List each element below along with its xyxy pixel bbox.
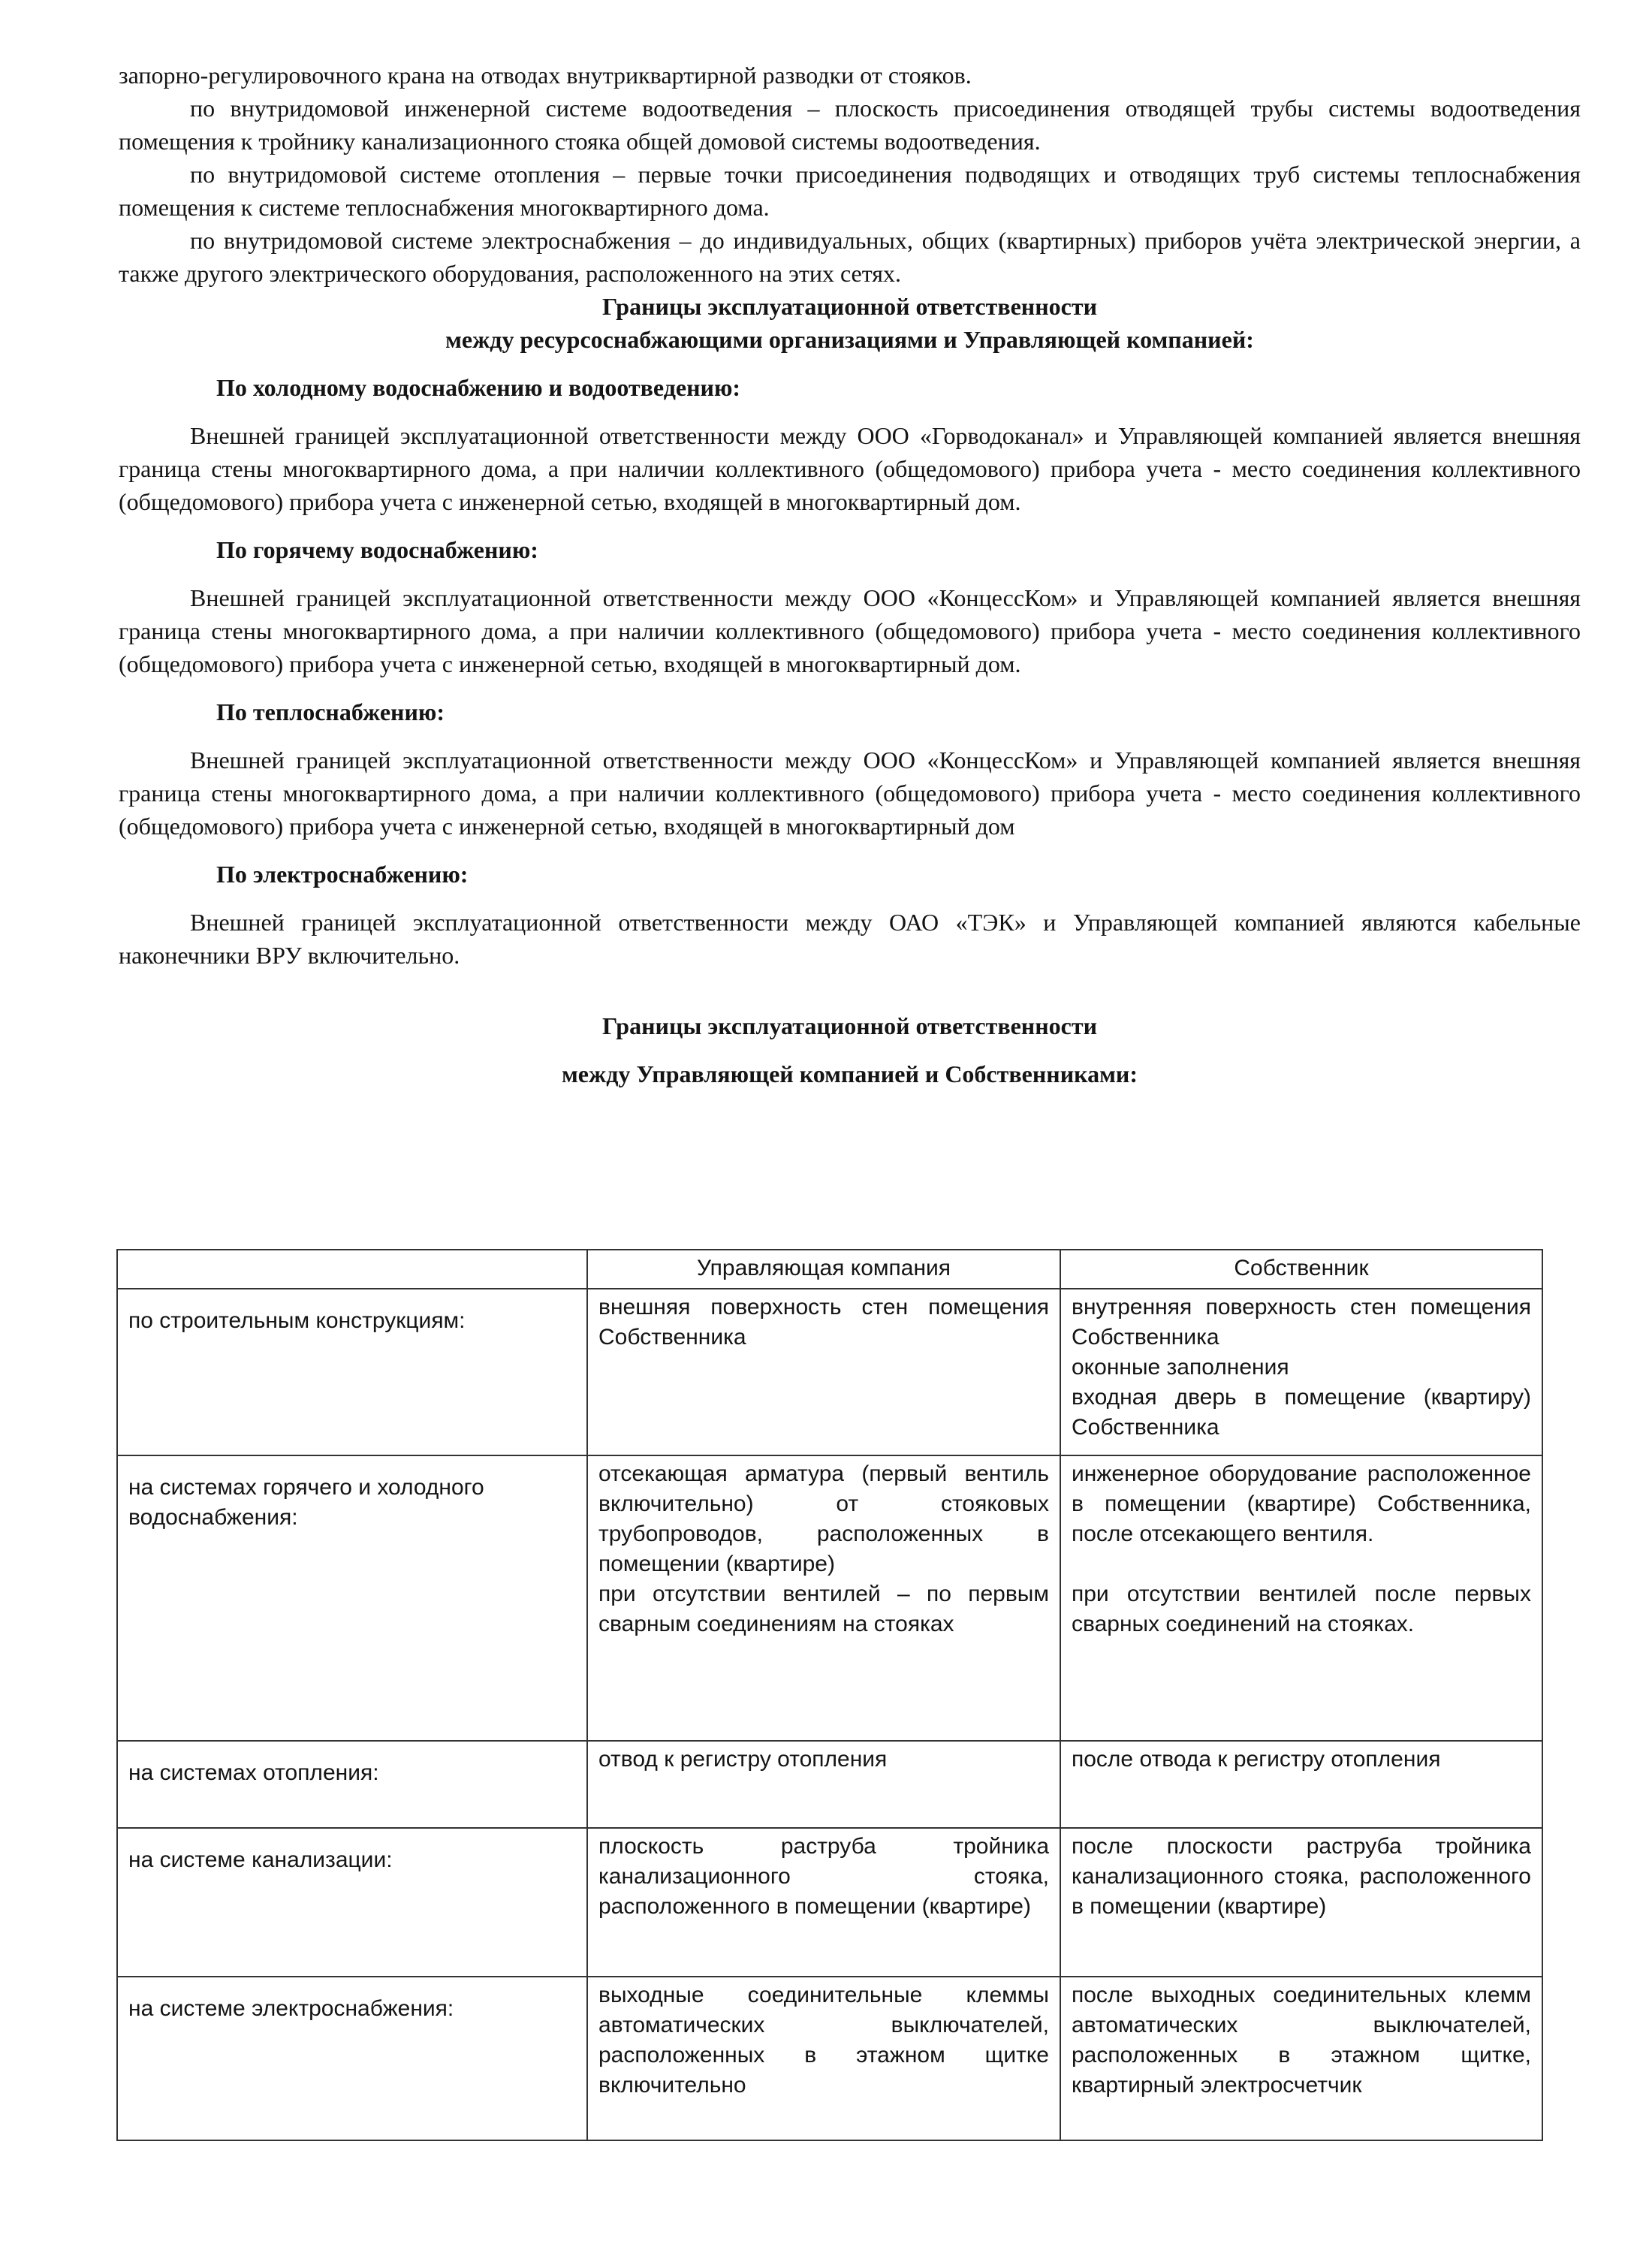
table-row: [117, 1455, 1542, 1741]
section1-title-line1: Границы эксплуатационной ответственности: [601, 293, 1098, 320]
power-heading: По электроснабжению:: [216, 861, 469, 888]
intro-paragraph-power: по внутридомовой системе электроснабжения – до индивидуальных, общих (квартирных) приборов учёта электрической энергии, а также другого электрического оборудования, расположенного на этих сетях.: [119, 227, 1581, 287]
table-row: [117, 1289, 1542, 1455]
table-header-company: Управляющая компания: [587, 1250, 1060, 1289]
hot-water-text: Внешней границей эксплуатационной ответственности между ООО «КонцессКом» и Управляющей компанией является внешняя граница стены многоквартирного дома, а при наличии коллективного (общедомового) прибора учета - место соединения коллективного (общедомового) прибора учета с инженерной сетью, входящей в многоквартирный дом.: [119, 584, 1581, 677]
section2-title-line1: Границы эксплуатационной ответственности: [601, 1012, 1098, 1039]
owner-construction-door: входная дверь в помещение (квартиру) Собственника: [1072, 1385, 1531, 1440]
section2-title-line2: между Управляющей компанией и Собственниками:: [562, 1060, 1138, 1087]
table-header-empty: [117, 1250, 587, 1289]
owner-water-equipment: инженерное оборудование расположенное в помещении (квартире) Собственника, после отсекающего вентиля.: [1072, 1461, 1531, 1546]
owner-construction-walls: внутренняя поверхность стен помещения Собственника: [1072, 1295, 1531, 1350]
company-heating: отвод к регистру отопления: [598, 1747, 888, 1772]
intro-paragraph-0: запорно-регулировочного крана на отводах внутриквартирной разводки от стояков.: [119, 62, 972, 89]
company-water-weld: при отсутствии вентилей – по первым сварным соединениям на стояках: [598, 1582, 1049, 1636]
owner-sewerage: после плоскости раструба тройника канализационного стояка, расположенного в помещении (квартире): [1072, 1834, 1531, 1919]
company-construction: внешняя поверхность стен помещения Собственника: [598, 1295, 1049, 1350]
section1-title-line2: между ресурсоснабжающими организациями и Управляющей компанией:: [445, 326, 1254, 353]
row-label-sewerage: на системе канализации:: [128, 1847, 393, 1872]
row-label-water: на системах горячего и холодного водоснабжения:: [128, 1475, 484, 1530]
owner-construction-windows: оконные заполнения: [1072, 1355, 1289, 1380]
responsibility-table: [116, 1249, 1543, 2141]
intro-paragraph-sewerage: по внутридомовой инженерной системе водоотведения – плоскость присоединения отводящей трубы системы водоотведения помещения к тройнику канализационного стояка общей домовой системы водоотведения.: [119, 95, 1581, 155]
row-label-construction: по строительным конструкциям:: [128, 1308, 466, 1333]
table-row: [117, 1828, 1542, 1977]
heating-heading: По теплоснабжению:: [216, 698, 445, 725]
table-row: [117, 1741, 1542, 1828]
row-label-power: на системе электроснабжения:: [128, 1996, 454, 2021]
intro-paragraph-heating: по внутридомовой системе отопления – первые точки присоединения подводящих и отводящих труб системы теплоснабжения помещения к системе теплоснабжения многоквартирного дома.: [119, 161, 1581, 221]
owner-heating: после отвода к регистру отопления: [1072, 1747, 1441, 1772]
company-water-valve: отсекающая арматура (первый вентиль включительно) от стояковых трубопроводов, расположенных в помещении (квартире): [598, 1461, 1049, 1576]
heating-text: Внешней границей эксплуатационной ответственности между ООО «КонцессКом» и Управляющей компанией является внешняя граница стены многоквартирного дома, а при наличии коллективного (общедомового) прибора учета - место соединения коллективного (общедомового) прибора учета с инженерной сетью, входящей в многоквартирный дом: [119, 746, 1581, 840]
table-row: [117, 1977, 1542, 2140]
company-sewerage: плоскость раструба тройника канализационного стояка, расположенного в помещении (квартире): [598, 1834, 1049, 1919]
cold-water-heading: По холодному водоснабжению и водоотведению:: [216, 374, 741, 401]
row-label-heating: на системах отопления:: [128, 1760, 379, 1785]
company-power: выходные соединительные клеммы автоматических выключателей, расположенных в этажном щитке включительно: [598, 1983, 1049, 2098]
owner-water-weld: при отсутствии вентилей после первых сварных соединений на стояках.: [1072, 1582, 1531, 1636]
owner-power: после выходных соединительных клемм автоматических выключателей, расположенных в этажном щитке, квартирный электросчетчик: [1072, 1983, 1531, 2098]
cold-water-text: Внешней границей эксплуатационной ответственности между ООО «Горводоканал» и Управляющей компанией является внешняя граница стены многоквартирного дома, а при наличии коллективного (общедомового) прибора учета - место соединения коллективного (общедомового) прибора учета с инженерной сетью, входящей в многоквартирный дом.: [119, 422, 1581, 515]
power-text: Внешней границей эксплуатационной ответственности между ОАО «ТЭК» и Управляющей компанией являются кабельные наконечники ВРУ включительно.: [119, 909, 1581, 969]
hot-water-heading: По горячему водоснабжению:: [216, 536, 538, 563]
table-header-row: [117, 1250, 1542, 1289]
table-header-owner: Собственник: [1060, 1250, 1542, 1289]
